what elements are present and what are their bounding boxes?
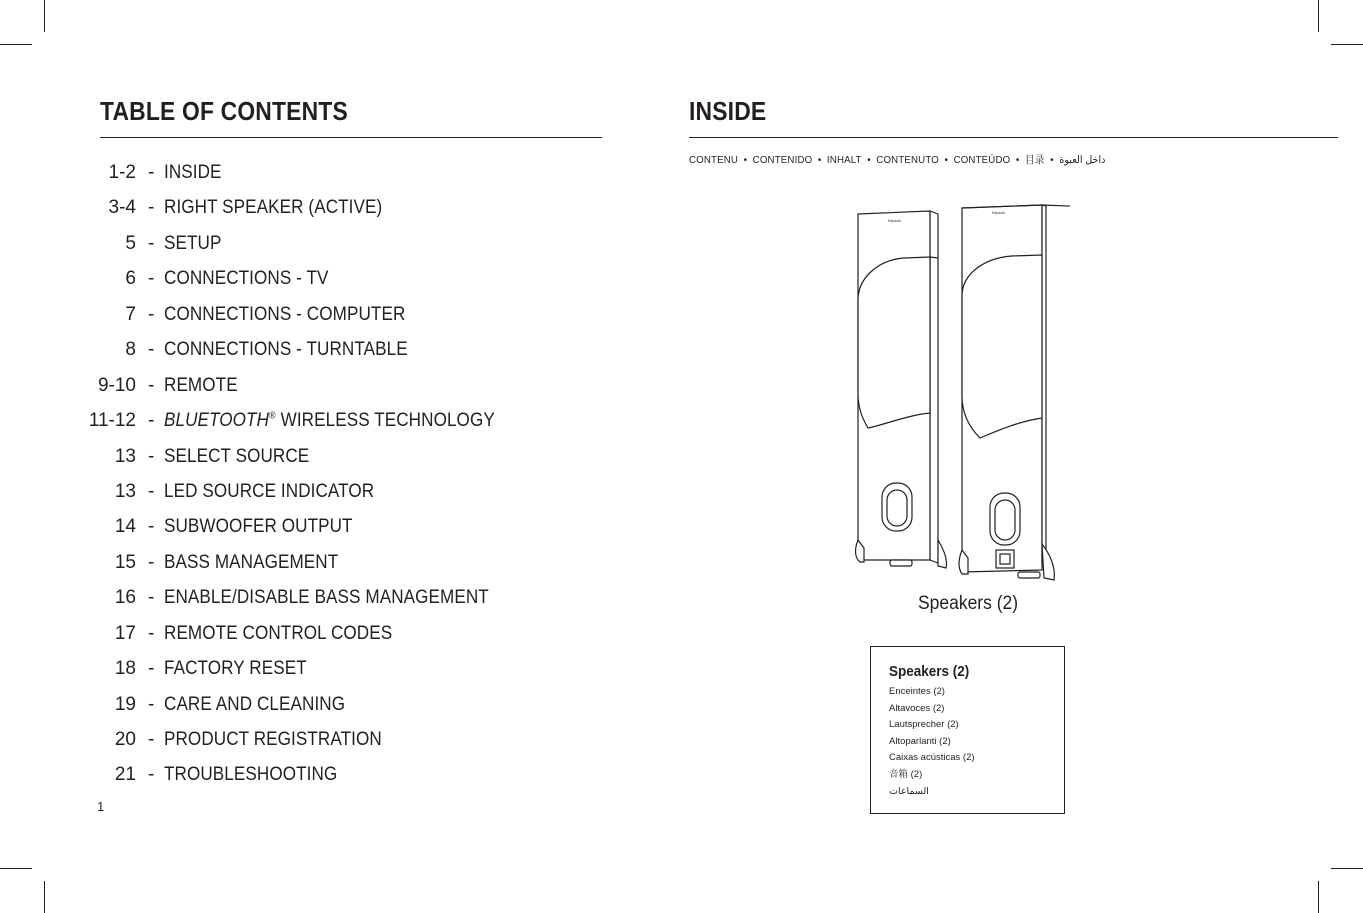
- left-speaker: [856, 211, 947, 568]
- toc-entry-page: 11-12: [88, 410, 136, 432]
- toc-entry-page: 15: [114, 551, 136, 573]
- toc-entry-title: SUBWOOFER OUTPUT: [164, 516, 353, 538]
- toc-entry-dash: -: [148, 693, 155, 715]
- toc-entry: [96, 618, 576, 653]
- toc-entry-dash: -: [148, 516, 155, 538]
- toc-entry-title-rest: WIRELESS TECHNOLOGY: [280, 410, 495, 432]
- language-heading: CONTENIDO: [752, 154, 813, 166]
- language-separator: •: [1050, 154, 1054, 166]
- language-heading: داخل العبوة: [1059, 154, 1106, 166]
- toc-entry-title: CONNECTIONS - COMPUTER: [164, 303, 406, 325]
- toc-entry-page: 14: [114, 516, 136, 538]
- toc-entry-title: PRODUCT REGISTRATION: [164, 729, 382, 750]
- toc-entry: [96, 689, 576, 724]
- toc-entry: [96, 334, 576, 369]
- toc-entry-dash: -: [148, 232, 155, 254]
- toc-entry-page: 1-2: [108, 162, 136, 183]
- language-heading: CONTENU: [689, 154, 739, 166]
- toc-entry-dash: -: [148, 268, 155, 290]
- language-separator: •: [944, 154, 949, 166]
- label-box-translations: [889, 684, 1046, 800]
- label-box-translation: Altoparlanti (2): [889, 735, 951, 747]
- toc-entry-title: LED SOURCE INDICATOR: [164, 480, 375, 502]
- crop-mark: [44, 881, 45, 913]
- toc-entry-title: FACTORY RESET: [164, 658, 307, 680]
- label-box-translation: Enceintes (2): [889, 686, 945, 697]
- language-separator: •: [867, 154, 871, 166]
- toc-entry-page: 19: [114, 693, 136, 715]
- contents-label-box: [870, 646, 1065, 814]
- toc-entry-page: 8: [125, 339, 136, 361]
- label-box-translation: السماعات: [889, 785, 929, 797]
- crop-mark: [1331, 44, 1363, 45]
- toc-entry-title: SELECT SOURCE: [164, 445, 310, 467]
- toc-entry: [88, 405, 576, 440]
- toc-entry-title: REMOTE CONTROL CODES: [164, 622, 393, 644]
- label-box-title: Speakers (2): [889, 663, 970, 680]
- toc-entry-page: 6: [125, 268, 136, 290]
- toc-entry: [96, 192, 576, 227]
- toc-entry-page: 3-4: [108, 197, 136, 219]
- toc-entry-dash: -: [148, 658, 155, 680]
- language-separator: •: [817, 154, 822, 166]
- inside-heading: INSIDE: [689, 96, 767, 126]
- toc-entry-page: 13: [114, 480, 136, 502]
- language-heading: INHALT: [826, 154, 862, 166]
- toc-entry-page: 20: [114, 729, 136, 750]
- toc-entry-dash: -: [148, 197, 155, 219]
- toc-entry-page: 21: [114, 764, 136, 786]
- toc-entry-dash: -: [148, 764, 155, 786]
- toc-entry-dash: -: [148, 622, 155, 644]
- language-heading: CONTENUTO: [876, 154, 939, 166]
- crop-mark: [44, 0, 45, 32]
- crop-mark: [1331, 868, 1363, 869]
- toc-entry-dash: -: [148, 410, 155, 432]
- label-box-translation: Altavoces (2): [889, 702, 945, 714]
- speakers-illustration: [850, 198, 1070, 588]
- toc-entry: [96, 653, 576, 688]
- toc-entry: [96, 370, 576, 405]
- crop-mark: [0, 868, 32, 869]
- toc-entry-title: REMOTE: [164, 374, 238, 396]
- language-headings: [689, 152, 1105, 167]
- toc-entry-dash: -: [148, 339, 155, 361]
- toc-entry-page: 13: [114, 445, 136, 467]
- toc-entry-title: INSIDE: [164, 162, 222, 183]
- toc-entry-title-em: BLUETOOTH: [164, 410, 270, 432]
- toc-entry: [96, 441, 576, 476]
- label-box-translation: 音箱 (2): [889, 768, 923, 780]
- toc-heading: TABLE OF CONTENTS: [100, 96, 348, 126]
- language-separator: •: [743, 154, 748, 166]
- toc-entry-title: TROUBLESHOOTING: [164, 764, 338, 786]
- toc-entry: [96, 299, 576, 334]
- toc-entry-page: 17: [114, 622, 136, 644]
- toc-entry: [96, 582, 576, 617]
- inside-heading-rule: [689, 137, 1338, 138]
- registered-mark: ®: [269, 410, 276, 422]
- toc-entry-title: BASS MANAGEMENT: [164, 551, 339, 573]
- left-speaker-logo: Klipsch: [888, 218, 901, 223]
- toc-entry-page: 18: [114, 658, 136, 680]
- label-box-translation: Caixas acústicas (2): [889, 752, 975, 764]
- toc-heading-rule: [100, 137, 602, 138]
- toc-entry: [96, 759, 576, 794]
- toc-entry-title: SETUP: [164, 232, 222, 254]
- right-speaker-logo: Klipsch: [992, 210, 1005, 215]
- toc-entry: [96, 228, 576, 263]
- crop-mark: [1318, 0, 1319, 32]
- language-heading: 目录: [1024, 154, 1045, 166]
- toc-entry-dash: -: [148, 162, 155, 183]
- toc-entry-page: 9-10: [97, 374, 136, 396]
- left-speaker-grille: [858, 257, 930, 428]
- toc-entry-page: 7: [125, 303, 136, 325]
- toc-entry-page: 16: [114, 587, 136, 609]
- toc-entry-title: ENABLE/DISABLE BASS MANAGEMENT: [164, 587, 489, 609]
- toc-entry-title: CARE AND CLEANING: [164, 693, 346, 715]
- left-speaker-side: [930, 211, 938, 563]
- toc-entry-title: RIGHT SPEAKER (ACTIVE): [164, 197, 383, 219]
- toc-entry-dash: -: [148, 374, 155, 396]
- right-speaker-grille: [962, 255, 1042, 438]
- toc-entry: [96, 547, 576, 582]
- toc-entry: [96, 511, 576, 546]
- toc-entry-dash: -: [148, 303, 155, 325]
- language-separator: •: [1015, 154, 1020, 166]
- language-heading: CONTEÚDO: [953, 154, 1011, 166]
- label-box-translation: Lautsprecher (2): [889, 719, 959, 731]
- toc-entry-dash: -: [148, 480, 155, 502]
- toc-entry: [96, 476, 576, 511]
- crop-mark: [1318, 881, 1319, 913]
- page-number: 1: [97, 799, 105, 814]
- toc-entry-dash: -: [148, 445, 155, 467]
- toc-entry-title: CONNECTIONS - TV: [164, 268, 329, 290]
- toc-entry-title: [164, 405, 495, 437]
- figure-caption: Speakers (2): [918, 593, 1019, 614]
- crop-mark: [0, 44, 32, 45]
- toc-list: [88, 157, 576, 795]
- toc-entry: [96, 263, 576, 298]
- toc-entry-title: CONNECTIONS - TURNTABLE: [164, 339, 408, 361]
- toc-entry-dash: -: [148, 551, 155, 573]
- toc-entry-dash: -: [148, 587, 155, 609]
- toc-entry: [96, 157, 576, 192]
- toc-entry-dash: -: [148, 729, 155, 750]
- right-speaker: [959, 205, 1070, 580]
- toc-entry-page: 5: [125, 232, 136, 254]
- toc-entry: [96, 724, 576, 759]
